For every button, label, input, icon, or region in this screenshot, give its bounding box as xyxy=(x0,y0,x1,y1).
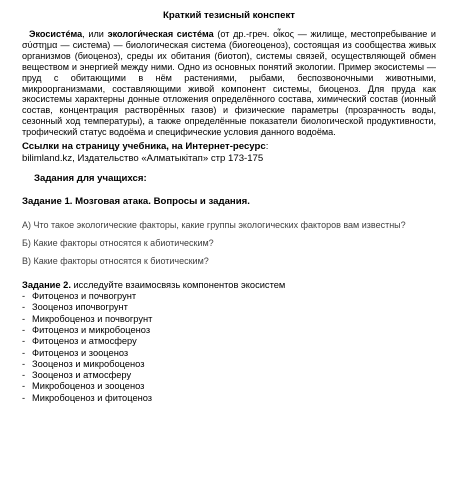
list-item xyxy=(22,314,436,325)
tasks-heading: Задания для учащихся: xyxy=(34,173,147,185)
task2-text: исследуйте взаимосвязь компонентов экосистем xyxy=(70,280,286,291)
list-item-text: Микробоценоз и фитоценоз xyxy=(32,392,153,403)
bullet-dash: - xyxy=(22,302,26,313)
links-colon: : xyxy=(265,141,269,153)
list-item xyxy=(22,325,436,336)
list-item-text: Фитоценоз и атмосферу xyxy=(32,336,137,347)
task2-label: Задание 2. xyxy=(22,280,71,291)
task1-heading: Задание 1. Мозговая атака. Вопросы и задания. xyxy=(22,196,250,208)
bullet-dash: - xyxy=(22,347,26,358)
term-ecosystem: Экосистéма xyxy=(29,29,83,39)
bullet-dash: - xyxy=(22,324,26,335)
task1-questions xyxy=(22,220,436,267)
bullet-dash: - xyxy=(22,381,26,392)
question-b: Б) Какие факторы относятся к абиотическим? xyxy=(22,238,214,249)
list-item xyxy=(22,348,436,359)
question-c: В) Какие факторы относятся к биотическим? xyxy=(22,256,209,267)
list-item-text: Микробоценоз и зооценоз xyxy=(32,381,145,392)
bullet-dash: - xyxy=(22,370,26,381)
list-item-text: Фитоценоз и микробоценоз xyxy=(32,324,151,335)
task2-heading xyxy=(22,280,436,291)
list-item xyxy=(22,381,436,392)
bullet-dash: - xyxy=(22,358,26,369)
intro-definition: (от др.-греч. οἶκος — жилище, местопребывание и σύστημα — система) — биологическая система (биогеоценоз), состоящая из сообщества живых организмов (биоценоз), среды их обитания (биотоп), системы связей, осуществляющей обмен веществом и энергией между ними. Одно из основных понятий экологии. Пример экосистемы — пруд с обитающими в нём растениями, рыбами, беспозвоночными животными, микроорганизмами, составляющими живой компонент системы, биоценоз. Для пруда как экосистемы характерны донные отложения определённого состава, химический состав (ионный состав, концентрация растворённых газов) и физические параметры (прозрачность воды, сезонный ход температуры), а также определённые показатели биологической продуктивности, трофический статус водоёма и специфические условия данного водоёма. xyxy=(22,29,437,138)
list-item-text: Зооценоз и атмосферу xyxy=(32,370,132,381)
bullet-dash: - xyxy=(22,291,26,302)
list-item xyxy=(22,336,436,347)
list-item xyxy=(22,302,436,313)
list-item xyxy=(22,370,436,381)
question-a: А) Что такое экологические факторы, какие группы экологических факторов вам известны? xyxy=(22,220,406,231)
list-item-text: Фитоценоз и зооценоз xyxy=(32,347,129,358)
bullet-dash: - xyxy=(22,336,26,347)
task2-list xyxy=(22,291,436,404)
links-heading: Ссылки на страницу учебника, на Интернет-ресурс xyxy=(22,141,266,153)
links-section xyxy=(22,141,436,165)
intro-paragraph xyxy=(22,29,436,138)
list-item xyxy=(22,393,436,404)
page-title: Краткий тезисный конспект xyxy=(163,10,295,21)
list-item-text: Зооценоз ипочвогрунт xyxy=(32,302,128,313)
links-source: bilimland.kz, Издательство «Алматыкітап» стр 173-175 xyxy=(22,153,264,165)
term-ecological-system: экологи́ческая систéма xyxy=(107,29,214,39)
list-item xyxy=(22,359,436,370)
document-page xyxy=(22,0,436,404)
bullet-dash: - xyxy=(22,313,26,324)
list-item-text: Микробоценоз и почвогрунт xyxy=(32,313,153,324)
list-item-text: Фитоценоз и почвогрунт xyxy=(32,291,137,302)
bullet-dash: - xyxy=(22,392,26,403)
list-item xyxy=(22,291,436,302)
list-item-text: Зооценоз и микробоценоз xyxy=(32,358,145,369)
intro-connector: , или xyxy=(82,29,108,39)
